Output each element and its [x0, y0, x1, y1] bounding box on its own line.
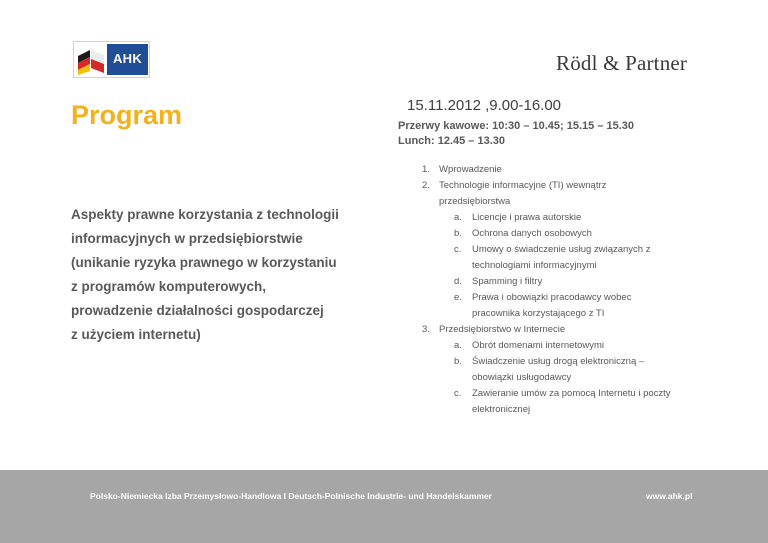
- agenda-subtext-continued: elektronicznej: [472, 404, 531, 415]
- agenda-subtext: Obrót domenami internetowymi: [472, 340, 604, 351]
- agenda-submarker: b.: [454, 228, 462, 239]
- agenda-submarker: d.: [454, 276, 462, 287]
- agenda-subtext: Licencje i prawa autorskie: [472, 212, 582, 223]
- agenda-submarker: e.: [454, 292, 462, 303]
- agenda-subtext-continued: technologiami informacyjnymi: [472, 260, 597, 271]
- footer-bar: [0, 470, 768, 543]
- agenda-subtext: Prawa i obowiązki pracodawcy wobec: [472, 292, 632, 303]
- footer-chamber-name: Polsko-Niemiecka Izba Przemysłowo-Handlowa I Deutsch-Polnische Industrie- und Handelskammer: [90, 491, 492, 501]
- agenda-list: [398, 162, 698, 418]
- event-date: 15.11.2012 ,9.00-16.00: [407, 97, 562, 114]
- agenda-text: Technologie informacyjne (TI) wewnątrz: [439, 180, 607, 191]
- agenda-subtext: Spamming i filtry: [472, 276, 543, 287]
- agenda-subitem: [398, 338, 698, 354]
- description-line: z programów komputerowych,: [71, 279, 267, 294]
- agenda-marker: 3.: [422, 324, 430, 335]
- agenda-marker: 1.: [422, 164, 430, 175]
- agenda-item: [398, 322, 698, 338]
- agenda-item: [398, 162, 698, 178]
- description-line: Aspekty prawne korzystania z technologii: [71, 207, 339, 222]
- agenda-subtext-continued: obowiązki usługodawcy: [472, 372, 572, 383]
- agenda-subtext: Zawieranie umów za pomocą Internetu i poczty: [472, 388, 671, 399]
- agenda-subitem: [398, 386, 698, 402]
- break-times: [398, 119, 634, 149]
- footer-website-link[interactable]: www.ahk.pl: [646, 491, 693, 501]
- page-title: Program: [71, 100, 183, 130]
- agenda-submarker: a.: [454, 212, 462, 223]
- description-line: z użyciem internetu): [71, 327, 201, 342]
- brand-name: Rödl & Partner: [556, 51, 688, 75]
- agenda-submarker: b.: [454, 356, 462, 367]
- coffee-breaks: Przerwy kawowe: 10:30 – 10.45; 15.15 – 15.30: [398, 120, 635, 132]
- agenda-subitem: [398, 354, 698, 370]
- description-line: prowadzenie działalności gospodarczej: [71, 303, 324, 318]
- agenda-item: [398, 178, 698, 194]
- agenda-marker: 2.: [422, 180, 430, 191]
- agenda-subitem: [398, 274, 698, 290]
- agenda-subtext-continued: pracownika korzystającego z TI: [472, 308, 605, 319]
- agenda-text: Wprowadzenie: [439, 164, 502, 175]
- agenda-subitem: [398, 210, 698, 226]
- agenda-text: Przedsiębiorstwo w Internecie: [439, 324, 566, 335]
- agenda-subitem: [398, 290, 698, 306]
- lunch-time: Lunch: 12.45 – 13.30: [398, 135, 505, 147]
- agenda-subitem: [398, 226, 698, 242]
- agenda-subtext: Ochrona danych osobowych: [472, 228, 592, 239]
- agenda-subitem: [398, 242, 698, 258]
- agenda-subtext: Świadczenie usług drogą elektroniczną –: [472, 356, 645, 367]
- description-line: informacyjnych w przedsiębiorstwie: [71, 231, 303, 246]
- description-line: (unikanie ryzyka prawnego w korzystaniu: [71, 255, 337, 270]
- description: [71, 203, 371, 347]
- ahk-logo: [73, 41, 150, 78]
- agenda-submarker: c.: [454, 244, 462, 255]
- agenda-text-continued: przedsiębiorstwa: [439, 196, 511, 207]
- flag-logo-icon: [76, 44, 106, 75]
- agenda-submarker: a.: [454, 340, 462, 351]
- agenda-subtext: Umowy o świadczenie usług związanych z: [472, 244, 651, 255]
- agenda-submarker: c.: [454, 388, 462, 399]
- logo-text: AHK: [112, 51, 143, 66]
